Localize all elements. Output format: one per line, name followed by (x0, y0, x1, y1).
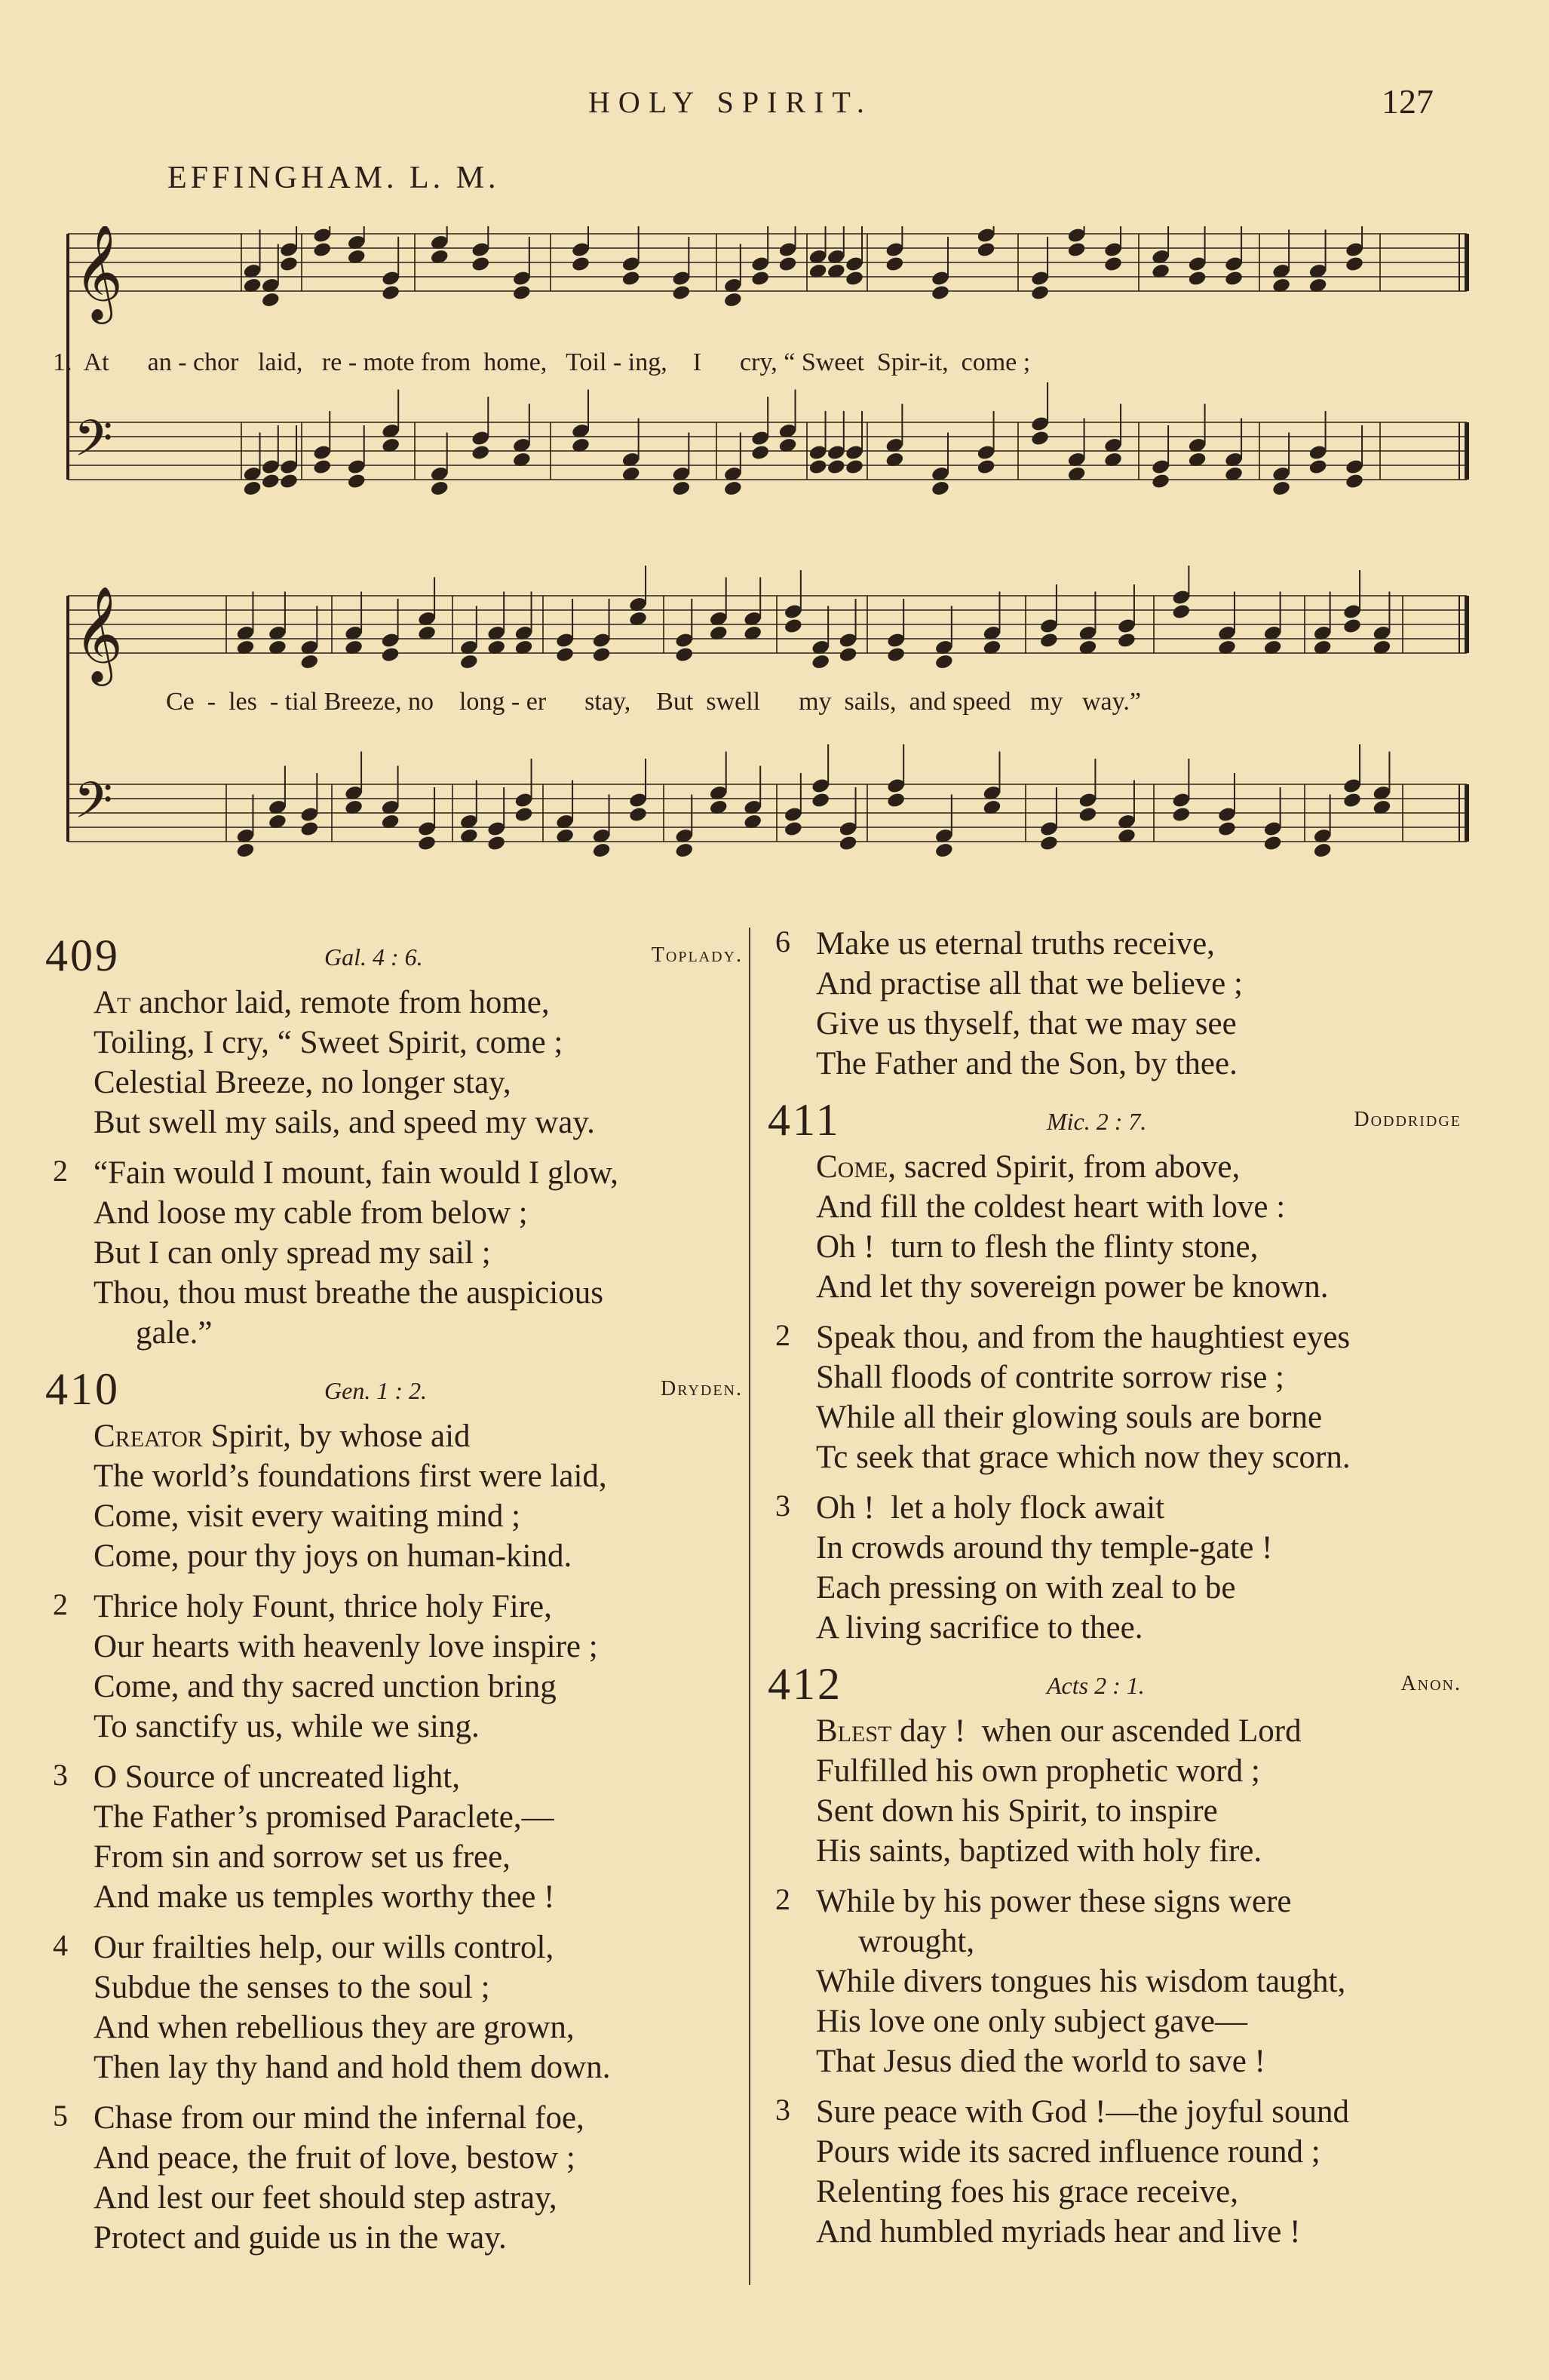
note-head (1345, 256, 1364, 273)
note-head (486, 835, 506, 852)
verse-number: 2 (53, 1154, 68, 1188)
note-head (299, 653, 319, 670)
verse-number: 3 (53, 1758, 68, 1792)
verse-line: And practise all that we believe ; (816, 966, 1243, 1001)
verse-line: But swell my sails, and speed my way. (94, 1105, 595, 1140)
hymn-column-right (768, 924, 1462, 2262)
music-system-1 (53, 226, 1471, 513)
note-head (261, 291, 281, 308)
note-head (279, 473, 299, 490)
verse-line: While divers tongues his wisdom taught, (816, 1964, 1346, 1999)
note-head (628, 806, 648, 823)
note-head (1030, 430, 1050, 447)
verse-line: gale.” (136, 1315, 213, 1351)
verse-line: Creator Spirit, by whose aid (94, 1418, 471, 1454)
note-head (1345, 473, 1364, 490)
verse-line: Pours wide its sacred influence round ; (816, 2134, 1320, 2170)
verse-line: Fulfilled his own prophetic word ; (816, 1753, 1260, 1789)
hymn-number: 410 (45, 1364, 120, 1414)
verse-line: Blest day ! when our ascended Lord (816, 1713, 1302, 1749)
verse-number: 2 (775, 1318, 790, 1352)
verse-line: But I can only spread my sail ; (94, 1235, 491, 1271)
note-head (723, 480, 743, 497)
verse-line: “Fain would I mount, fain would I glow, (94, 1155, 618, 1191)
note-head (838, 835, 857, 852)
note-head (512, 284, 532, 302)
note-head (934, 653, 954, 670)
note-head (750, 270, 770, 287)
verse-line: At anchor laid, remote from home, (94, 985, 550, 1020)
note-head (592, 646, 612, 664)
note-head (1117, 632, 1136, 649)
verse-line: Come, sacred Spirit, from above, (816, 1149, 1241, 1185)
note-head (471, 444, 490, 462)
music-staff-system-2 (53, 566, 1471, 882)
hymn-column-left (45, 924, 743, 2268)
running-header: HOLY SPIRIT. (588, 85, 873, 119)
note-head (838, 646, 857, 664)
column-divider (749, 928, 750, 2285)
verse-line: Oh ! let a holy flock await (816, 1490, 1165, 1526)
note-head (1263, 835, 1283, 852)
hymn-author: Doddridge (1354, 1108, 1462, 1131)
note-head (977, 459, 996, 476)
hymn-header (45, 1363, 743, 1416)
note-head (778, 256, 797, 273)
note-head (347, 473, 367, 490)
note-head (886, 792, 906, 809)
verse-line: A living sacrifice to thee. (816, 1610, 1143, 1645)
verse-line: His love one only subject gave— (816, 2004, 1248, 2039)
hymn-verse (768, 1317, 1462, 1477)
note-head (459, 653, 479, 670)
hymn-verse (768, 1711, 1462, 1871)
verse-line: Give us thyself, that we may see (816, 1006, 1237, 1041)
verse-number: 2 (53, 1587, 68, 1621)
hymn-header (768, 1094, 1462, 1147)
note-head (886, 646, 906, 664)
verse-number: 3 (775, 1489, 790, 1523)
note-head (784, 820, 803, 838)
hymn-verse (45, 1928, 743, 2087)
bass-clef-icon: 𝄢 (74, 409, 113, 480)
note-head (1342, 792, 1362, 809)
note-head (845, 270, 864, 287)
hymn-verse (45, 983, 743, 1142)
verse-number: 2 (775, 1882, 790, 1916)
verse-line: Subdue the senses to the soul ; (94, 1970, 490, 2005)
note-head (1039, 632, 1059, 649)
note-head (845, 459, 864, 476)
hymn-author: Toplady. (651, 943, 743, 967)
verse-line: Come, and thy sacred unction bring (94, 1669, 557, 1704)
note-head (671, 284, 691, 302)
verse-line: To sanctify us, while we sing. (94, 1709, 480, 1744)
note-head (471, 256, 490, 273)
tune-lyrics-line-1: 1. At an - chor laid, re - mote from home, Toil - ing, I cry, “ Sweet Spir-it, come ; (53, 348, 1031, 376)
hymn-verse (768, 1147, 1462, 1307)
verse-line: And make us temples worthy thee ! (94, 1879, 555, 1915)
note-head (1313, 842, 1333, 859)
verse-line: O Source of uncreated light, (94, 1759, 460, 1795)
hymn-verse (768, 924, 1462, 1084)
scripture-reference: Acts 2 : 1. (1047, 1672, 1145, 1699)
note-head (1188, 270, 1207, 287)
verse-line: Speak thou, and from the haughtiest eyes (816, 1320, 1351, 1355)
scripture-reference: Gen. 1 : 2. (324, 1377, 427, 1404)
verse-line: Each pressing on with zeal to be (816, 1570, 1236, 1606)
treble-clef-icon: 𝄞 (74, 226, 124, 320)
verse-line: Our hearts with heavenly love inspire ; (94, 1629, 598, 1664)
note-head (1039, 835, 1059, 852)
verse-line: Celestial Breeze, no longer stay, (94, 1065, 511, 1100)
verse-line: And fill the coldest heart with love : (816, 1189, 1286, 1225)
note-head (1171, 603, 1191, 621)
treble-clef-icon: 𝄞 (74, 585, 124, 682)
note-head (1030, 284, 1050, 302)
scripture-reference: Mic. 2 : 7. (1047, 1108, 1147, 1135)
hymn-verse (45, 1587, 743, 1747)
note-head (235, 842, 255, 859)
note-head (723, 291, 743, 308)
hymn-number: 411 (768, 1095, 841, 1145)
note-head (312, 459, 332, 476)
note-head (674, 646, 694, 664)
tune-lyrics-line-2: Ce - les - tial Breeze, no long - er stay, But swell my sails, and speed my way.” (166, 688, 1141, 716)
note-head (621, 270, 641, 287)
verse-line: And when rebellious they are grown, (94, 2010, 575, 2045)
note-head (312, 241, 332, 259)
note-head (1342, 618, 1362, 635)
hymn-header (768, 1658, 1462, 1711)
note-head (931, 480, 950, 497)
verse-line: The Father and the Son, by thee. (816, 1046, 1238, 1081)
note-head (977, 241, 996, 259)
verse-line: Thrice holy Fount, thrice holy Fire, (94, 1589, 552, 1624)
note-head (555, 646, 575, 664)
note-head (1151, 473, 1170, 490)
verse-line: And let thy sovereign power be known. (816, 1269, 1329, 1305)
verse-line: From sin and sorrow set us free, (94, 1839, 511, 1875)
scripture-reference: Gal. 4 : 6. (324, 943, 423, 971)
hymn-author: Dryden. (660, 1377, 743, 1400)
note-head (592, 842, 612, 859)
verse-line: Then lay thy hand and hold them down. (94, 2050, 611, 2085)
note-head (381, 284, 400, 302)
note-head (750, 444, 770, 462)
note-head (299, 820, 319, 838)
page-number: 127 (1382, 82, 1434, 121)
verse-line: And humbled myriads hear and live ! (816, 2214, 1301, 2250)
verse-line: Thou, thou must breathe the auspicious (94, 1275, 603, 1311)
note-head (1308, 459, 1328, 476)
hymn-verse (45, 1416, 743, 1576)
note-head (571, 256, 590, 273)
note-head (417, 835, 437, 852)
hymn-verse (768, 2092, 1462, 2252)
verse-line: That Jesus died the world to save ! (816, 2044, 1265, 2079)
note-head (1224, 270, 1244, 287)
note-head (430, 480, 449, 497)
note-head (671, 480, 691, 497)
verse-line: Our frailties help, our wills control, (94, 1930, 554, 1965)
note-head (261, 473, 281, 490)
bass-clef-icon: 𝄢 (74, 771, 113, 842)
note-head (1217, 820, 1237, 838)
verse-line: Relenting foes his grace receive, (816, 2174, 1238, 2210)
verse-number: 4 (53, 1928, 68, 1962)
hymn-number: 409 (45, 931, 120, 980)
note-head (784, 618, 803, 635)
hymn-author: Anon. (1400, 1672, 1462, 1695)
verse-line: Oh ! turn to flesh the flinty stone, (816, 1229, 1259, 1265)
verse-line: The world’s foundations first were laid, (94, 1458, 607, 1494)
note-head (1103, 256, 1123, 273)
verse-line: Chase from our mind the infernal foe, (94, 2100, 584, 2136)
note-head (1171, 806, 1191, 823)
verse-line: Make us eternal truths receive, (816, 926, 1215, 962)
hymn-verse (768, 1488, 1462, 1648)
verse-line: Protect and guide us in the way. (94, 2220, 507, 2256)
verse-line: wrought, (858, 1924, 975, 1959)
verse-line: While by his power these signs were (816, 1884, 1292, 1919)
verse-line: And loose my cable from below ; (94, 1195, 528, 1231)
hymn-verse (45, 2098, 743, 2258)
hymn-verse (768, 1882, 1462, 2081)
note-head (1271, 480, 1291, 497)
verse-line: And lest our feet should step astray, (94, 2180, 557, 2216)
note-head (931, 284, 950, 302)
music-system-2 (53, 566, 1471, 882)
note-head (1078, 806, 1097, 823)
verse-line: Sent down his Spirit, to inspire (816, 1793, 1218, 1829)
hymn-verse (45, 1153, 743, 1353)
verse-line: Toiling, I cry, “ Sweet Spirit, come ; (94, 1025, 563, 1060)
verse-line: Shall floods of contrite sorrow rise ; (816, 1360, 1285, 1395)
verse-line: The Father’s promised Paraclete,— (94, 1799, 554, 1835)
hymn-verse (45, 1757, 743, 1917)
hymn-number: 412 (768, 1659, 842, 1709)
note-head (827, 459, 846, 476)
verse-number: 3 (775, 2093, 790, 2127)
verse-number: 5 (53, 2099, 68, 2133)
verse-line: Come, visit every waiting mind ; (94, 1498, 521, 1534)
note-head (674, 842, 694, 859)
note-head (279, 256, 299, 273)
note-head (934, 842, 954, 859)
note-head (514, 806, 533, 823)
note-head (1067, 241, 1087, 259)
note-head (811, 792, 830, 809)
verse-line: Sure peace with God !—the joyful sound (816, 2094, 1349, 2130)
note-head (808, 459, 827, 476)
verse-line: Tc seek that grace which now they scorn. (816, 1440, 1351, 1475)
verse-line: His saints, baptized with holy fire. (816, 1833, 1262, 1869)
verse-line: Come, pour thy joys on human-kind. (94, 1538, 572, 1574)
verse-line: While all their glowing souls are borne (816, 1400, 1323, 1435)
tune-name: EFFINGHAM. L. M. (167, 161, 500, 195)
verse-number: 6 (775, 925, 790, 958)
hymn-header (45, 930, 743, 983)
note-head (885, 256, 904, 273)
verse-line: In crowds around thy temple-gate ! (816, 1530, 1273, 1566)
note-head (242, 480, 262, 497)
note-head (381, 646, 400, 664)
verse-line: And peace, the fruit of love, bestow ; (94, 2140, 575, 2176)
note-head (811, 653, 830, 670)
